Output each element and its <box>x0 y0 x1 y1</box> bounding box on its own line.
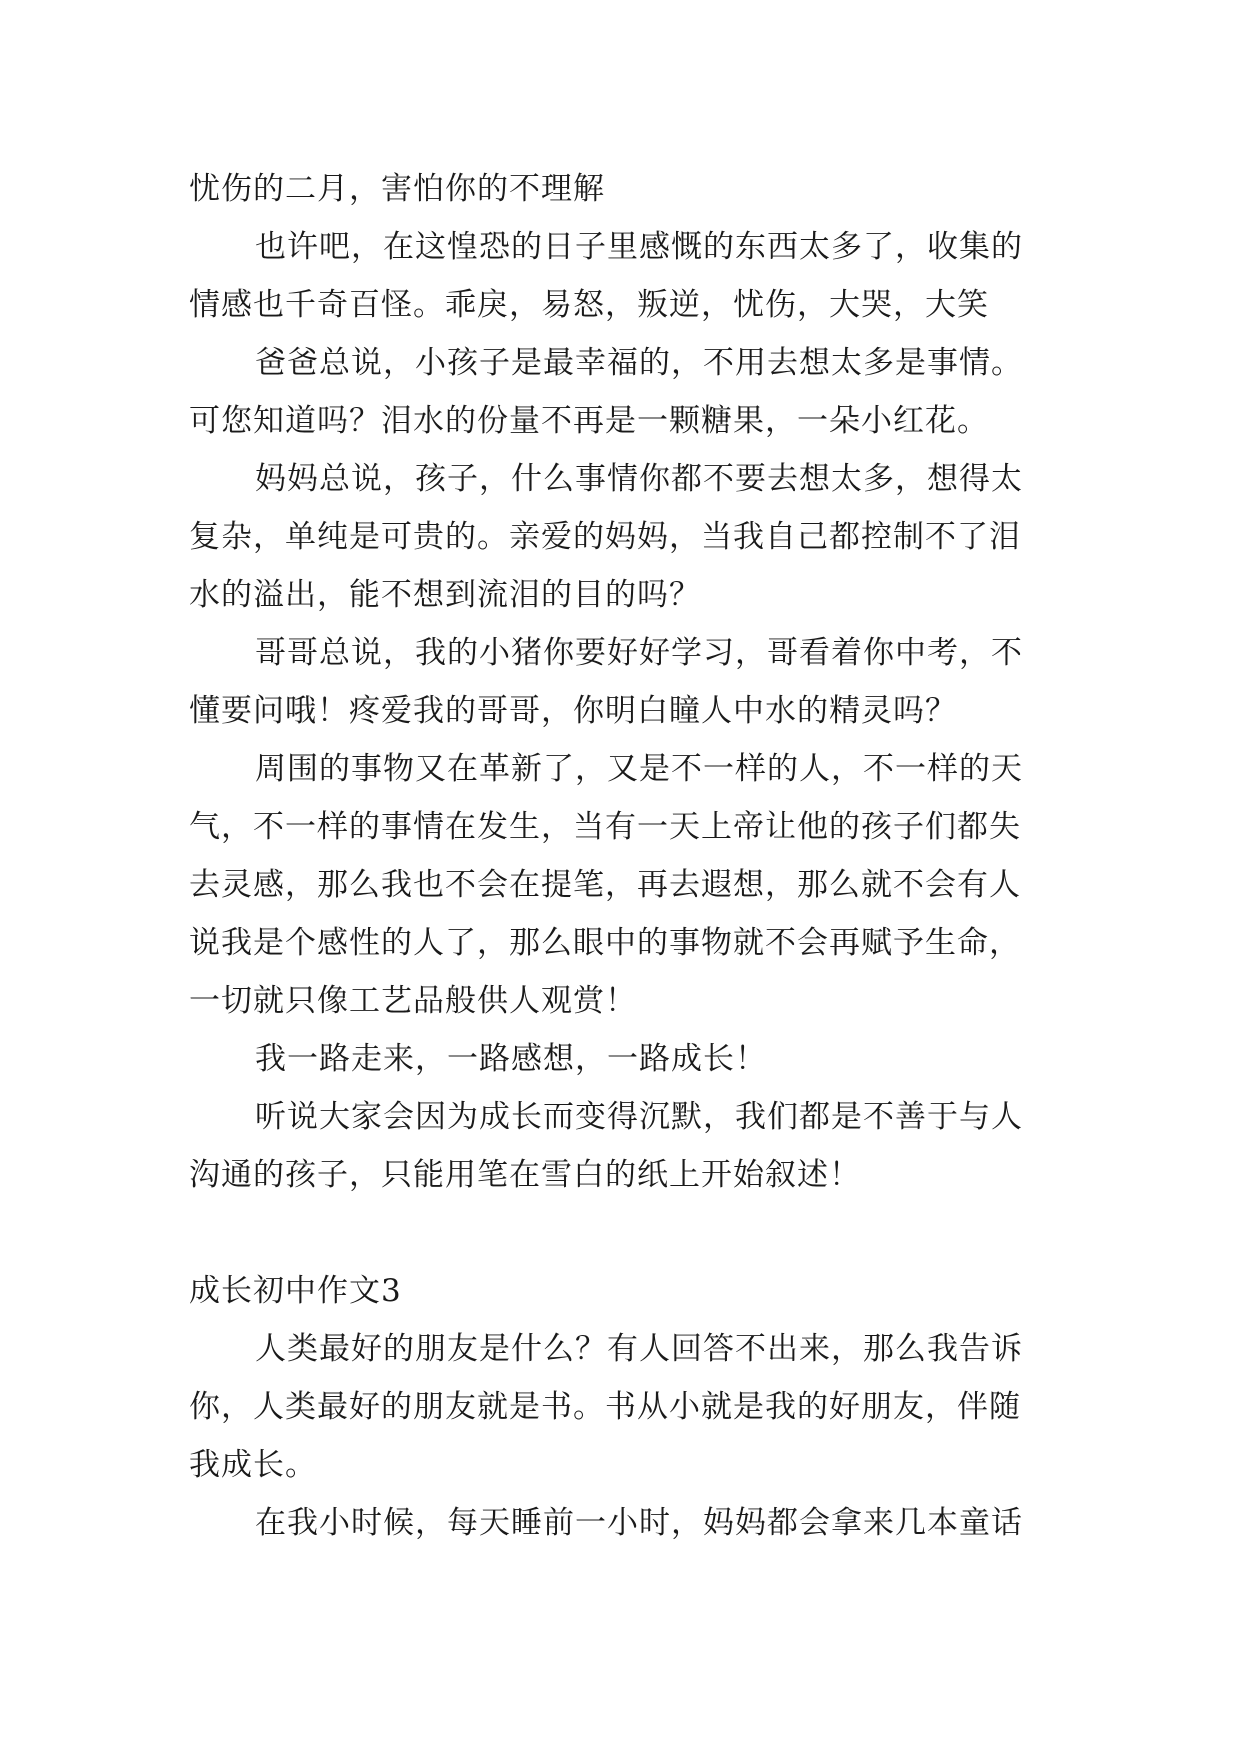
paragraph-line: 听说大家会因为成长而变得沉默，我们都是不善于与人 <box>255 1099 1023 1135</box>
paragraph-line: 人类最好的朋友是什么？有人回答不出来，那么我告诉 <box>255 1331 1023 1367</box>
paragraph-line: 情感也千奇百怪。乖戾，易怒，叛逆，忧伤，大哭，大笑 <box>189 287 989 323</box>
paragraph-line: 也许吧，在这惶恐的日子里感慨的东西太多了，收集的 <box>255 229 1023 265</box>
section-spacer <box>189 1204 1059 1262</box>
paragraph-line: 水的溢出，能不想到流泪的目的吗？ <box>189 577 701 613</box>
paragraph-line: 复杂，单纯是可贵的。亲爱的妈妈，当我自己都控制不了泪 <box>189 519 1021 555</box>
paragraph-line: 在我小时候，每天睡前一小时，妈妈都会拿来几本童话 <box>255 1505 1023 1541</box>
paragraph-line: 懂要问哦！疼爱我的哥哥，你明白瞳人中水的精灵吗？ <box>189 693 957 729</box>
paragraph-line: 爸爸总说，小孩子是最幸福的，不用去想太多是事情。 <box>255 345 1023 381</box>
paragraph-line: 妈妈总说，孩子，什么事情你都不要去想太多，想得太 <box>255 461 1023 497</box>
document-body <box>189 160 1059 1552</box>
section-heading: 成长初中作文3 <box>189 1273 402 1309</box>
section-heading: 忧伤的二月，害怕你的不理解 <box>189 171 605 207</box>
paragraph-line: 去灵感，那么我也不会在提笔，再去遐想，那么就不会有人 <box>189 867 1021 903</box>
paragraph-line: 哥哥总说，我的小猪你要好好学习，哥看着你中考，不 <box>255 635 1023 671</box>
paragraph-line: 一切就只像工艺品般供人观赏！ <box>189 983 637 1019</box>
paragraph-line: 可您知道吗？泪水的份量不再是一颗糖果，一朵小红花。 <box>189 403 989 439</box>
paragraph-line: 我成长。 <box>189 1447 317 1483</box>
paragraph-line: 我一路走来，一路感想，一路成长！ <box>255 1041 767 1077</box>
paragraph-line: 气，不一样的事情在发生，当有一天上帝让他的孩子们都失 <box>189 809 1021 845</box>
paragraph-line: 说我是个感性的人了，那么眼中的事物就不会再赋予生命， <box>189 925 1021 961</box>
paragraph-line: 你，人类最好的朋友就是书。书从小就是我的好朋友，伴随 <box>189 1389 1021 1425</box>
paragraph-line: 周围的事物又在革新了，又是不一样的人，不一样的天 <box>255 751 1023 787</box>
paragraph-line: 沟通的孩子，只能用笔在雪白的纸上开始叙述！ <box>189 1157 861 1193</box>
